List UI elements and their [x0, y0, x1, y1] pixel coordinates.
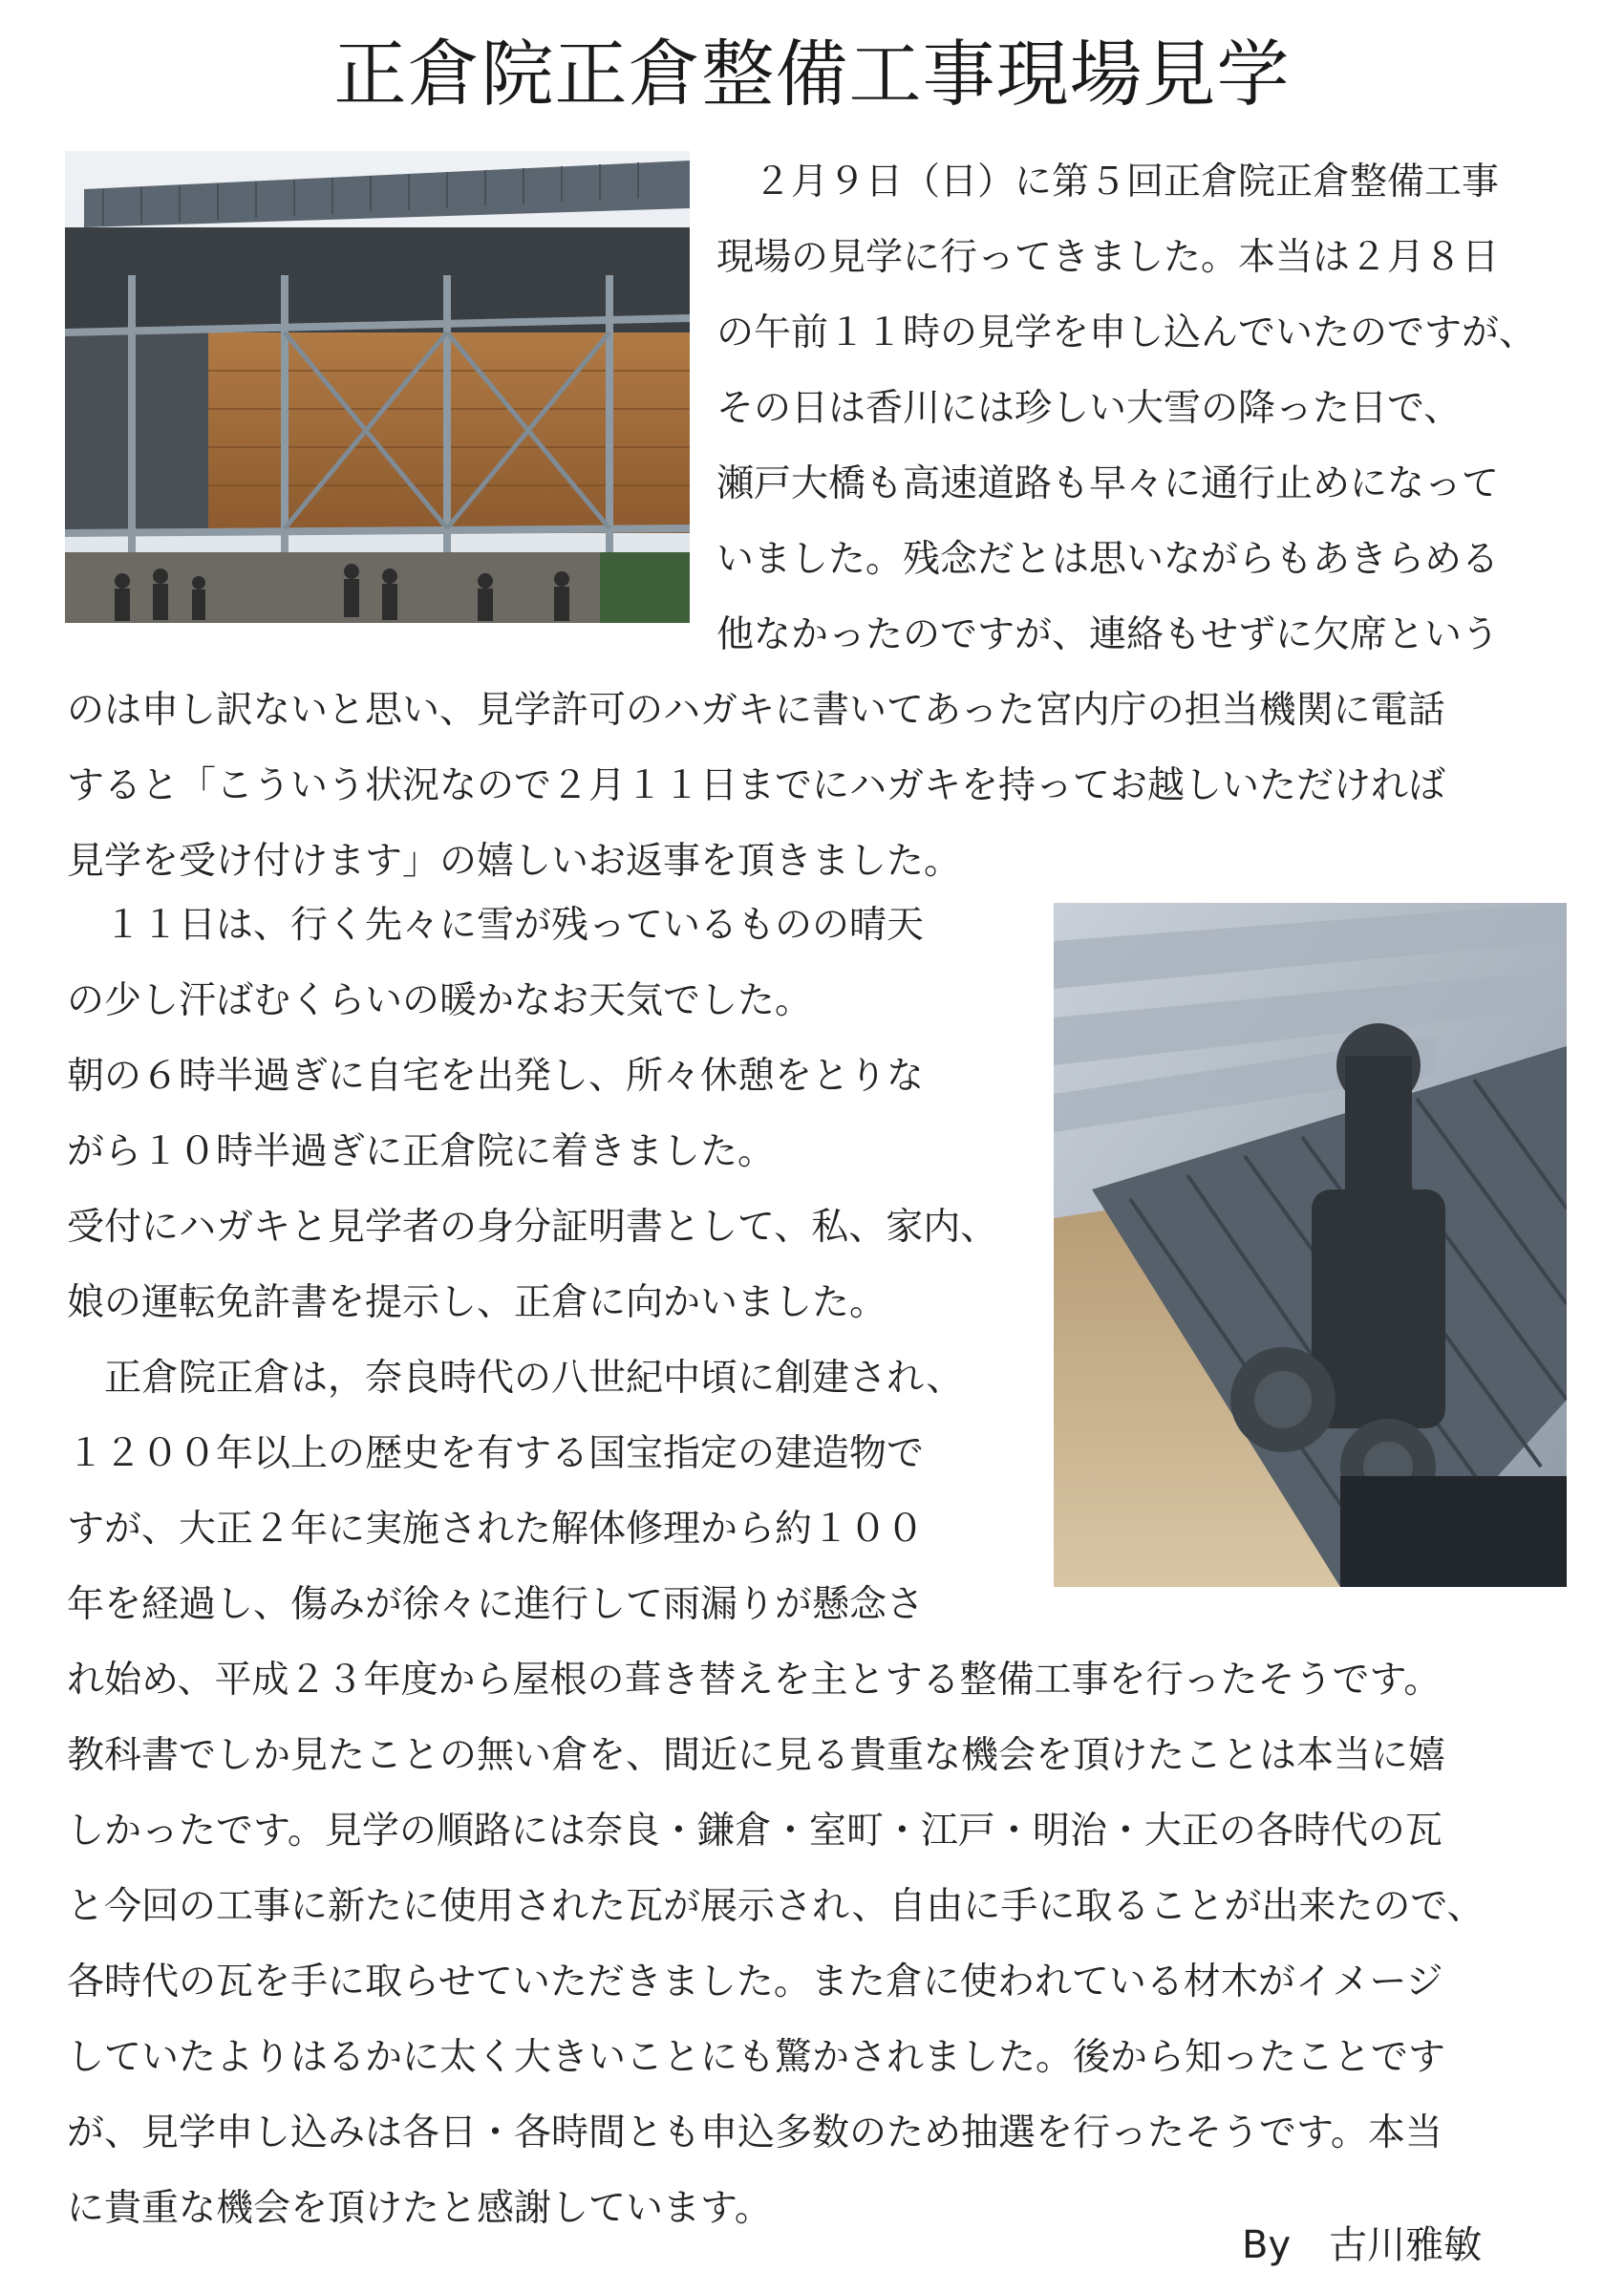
page-title: 正倉院正倉整備工事現場見学: [333, 32, 1291, 117]
paragraph-3-line: 年を経過し、傷みが徐々に進行して雨漏りが懸念さ: [67, 1583, 925, 1626]
paragraph-3-line: しかったです。見学の順路には奈良・鎌倉・室町・江戸・明治・大正の各時代の瓦: [67, 1810, 1442, 1853]
paragraph-3-line: と今回の工事に新たに使用された瓦が展示され、自由に手に取ることが出来たので、: [67, 1885, 1485, 1928]
paragraph-1-line: ２月９日（日）に第５回正倉院正倉整備工事: [716, 161, 1500, 204]
paragraph-1-line: 他なかったのですが、連絡もせずに欠席という: [716, 613, 1500, 656]
paragraph-1-line: いました。残念だとは思いながらもあきらめる: [716, 538, 1500, 581]
paragraph-3-line: 正倉院正倉は，奈良時代の八世紀中頃に創建され、: [67, 1357, 964, 1400]
paragraph-2-line: 受付にハガキと見学者の身分証明書として、私、家内、: [67, 1206, 998, 1249]
paragraph-1-line: 見学を受け付けます」の嬉しいお返事を頂きました。: [67, 840, 962, 883]
paragraph-1: [67, 144, 1586, 899]
author-byline: By 古川雅敏: [1242, 2223, 1483, 2267]
paragraph-1-line: すると「こういう状況なので２月１１日までにハガキを持ってお越しいただければ: [67, 764, 1446, 807]
paragraph-2-line: 娘の運転免許書を提示し、正倉に向かいました。: [67, 1281, 887, 1324]
paragraph-3-line: していたよりはるかに太く大きいことにも驚かされました。後から知ったことです: [67, 2036, 1446, 2079]
paragraph-3: [67, 1340, 1586, 2246]
paragraph-3-line: 教科書でしか見たことの無い倉を、間近に見る貴重な機会を頂けたことは本当に嬉: [67, 1734, 1446, 1777]
paragraph-1-line: 瀬戸大橋も高速道路も早々に通行止めになって: [716, 462, 1500, 505]
paragraph-3-line: に貴重な機会を頂けたと感謝しています。: [67, 2187, 772, 2230]
paragraph-1-line: の午前１１時の見学を申し込んでいたのですが、: [716, 311, 1537, 354]
paragraph-3-line: すが、大正２年に実施された解体修理から約１００: [67, 1508, 925, 1551]
paragraph-2-line: 朝の６時半過ぎに自宅を出発し、所々休憩をとりな: [67, 1055, 925, 1098]
paragraph-2: [67, 888, 1586, 1340]
paragraph-1-line: のは申し訳ないと思い、見学許可のハガキに書いてあった宮内庁の担当機関に電話: [67, 689, 1445, 732]
paragraph-3-line: 各時代の瓦を手に取らせていただきました。また倉に使われている材木がイメージ: [67, 1961, 1443, 2004]
paragraph-3-line: が、見学申し込みは各日・各時間とも申込多数のため抽選を行ったそうです。本当: [67, 2111, 1442, 2154]
paragraph-3-line: れ始め、平成２３年度から屋根の葺き替えを主とする整備工事を行ったそうです。: [67, 1659, 1442, 1702]
paragraph-2-line: がら１０時半過ぎに正倉院に着きました。: [67, 1130, 776, 1173]
paragraph-2-line: の少し汗ばむくらいの暖かなお天気でした。: [67, 979, 813, 1022]
paragraph-1-line: その日は香川には珍しい大雪の降った日で、: [716, 387, 1462, 430]
paragraph-2-line: １１日は、行く先々に雪が残っているものの晴天: [67, 904, 925, 947]
paragraph-3-line: １２００年以上の歴史を有する国宝指定の建造物で: [67, 1432, 925, 1475]
paragraph-1-line: 現場の見学に行ってきました。本当は２月８日: [716, 236, 1500, 279]
